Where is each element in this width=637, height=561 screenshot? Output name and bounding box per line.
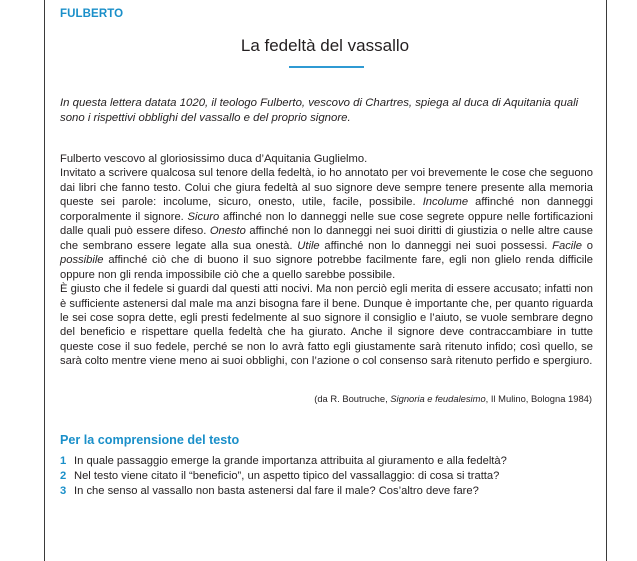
letter-paragraph-2: È giusto che il fedele si guardi dal questi atti nocivi. Ma non perciò egli merita di essere accusato; infatti non è sufficiente astenersi dal male ma anzi bisogna fare il bene. Dunque è importante che, per quanto riguarda le sei cose sopra dette, egli presti fedelmente al suo signore il consiglio e l’aiuto, se vuole sembrare degno del beneficio e rispettare quella fedeltà che ha giurato. Anche il signore deve contraccambiare in tutte queste cose il suo fedele, perché se non lo avrà fatto egli giustamente sarà ritenuto infido; così quello, se sarà colto mentre viene meno ai suoi obblighi, con l’azione o col consenso sarà ritenuto perfido e spergiuro.: [60, 283, 593, 368]
question-item: [60, 484, 600, 499]
keyword-onesto: Onesto: [209, 225, 246, 238]
text-run: affinché non danneggi corporalmente il signore.: [60, 196, 593, 223]
question-text: In quale passaggio emerge la grande importanza attribuita al giuramento e alla fedeltà?: [74, 455, 507, 467]
question-number: 3: [60, 485, 67, 498]
citation-suffix: , Il Mulino, Bologna 1984): [485, 393, 592, 404]
comprehension-heading: Per la comprensione del testo: [60, 433, 240, 447]
text-run: affinché non lo danneggi nei suoi diritti di giustizia o nelle altre cause che sembrano essere legate alla sua onestà.: [60, 225, 593, 252]
comprehension-questions: [60, 454, 600, 500]
letter-paragraph-1: [60, 166, 593, 282]
keyword-incolume: Incolume: [422, 196, 469, 209]
keyword-utile: Utile: [297, 239, 320, 252]
citation-prefix: (da R. Boutruche,: [314, 393, 391, 404]
keyword-sicuro: Sicuro: [187, 210, 220, 223]
letter-salutation: Fulberto vescovo al gloriosissimo duca d’Aquitania Guglielmo.: [60, 153, 368, 165]
question-text: In che senso al vassallo non basta astenersi dal fare il male? Cos’altro deve fare?: [74, 485, 479, 498]
text-run: Invitato a scrivere qualcosa sul tenore della fedeltà, io ho annotato per voi brevemente le cose che seguono dai libri che fanno testo. Colui che giura fedeltà al suo signore deve sempre tenere presente alla memoria queste sei parole: incolume, sicuro, onesto, utile, facile, possibile.: [60, 167, 593, 209]
text-run: affinché ciò che di buono il suo signore potrebbe facilmente fare, egli non glielo renda difficile oppure non gli renda impossibile ciò che a quello sarebbe possibile.: [60, 254, 593, 281]
source-citation: [60, 393, 592, 404]
text-run: affinché non lo danneggi nei suoi possessi.: [319, 239, 553, 252]
right-page-border: [606, 0, 607, 561]
author-label: FULBERTO: [60, 8, 124, 20]
question-text: Nel testo viene citato il “beneficio”, un aspetto tipico del vassallaggio: di cosa si tratta?: [74, 470, 500, 483]
question-number: 2: [60, 470, 67, 483]
page-title: La fedeltà del vassallo: [240, 36, 410, 55]
citation-book-title: Signoria e feudalesimo: [390, 393, 486, 404]
letter-text: [60, 152, 593, 369]
intro-paragraph: In questa lettera datata 1020, il teologo Fulberto, vescovo di Chartres, spiega al duca di Aquitania quali sono i rispettivi obblighi del vassallo e del proprio signore.: [60, 97, 579, 124]
text-run: o: [582, 239, 593, 252]
text-run: affinché non lo danneggi nelle sue cose segrete oppure nelle fortificazioni dalle quali può essere difeso.: [60, 210, 594, 238]
keyword-possibile: possibile: [60, 254, 104, 267]
title-underline: [289, 66, 364, 68]
left-page-border: [44, 0, 45, 561]
keyword-facile: Facile: [552, 239, 582, 252]
question-item: [60, 454, 600, 469]
question-number: 1: [60, 455, 67, 467]
question-item: [60, 469, 600, 484]
